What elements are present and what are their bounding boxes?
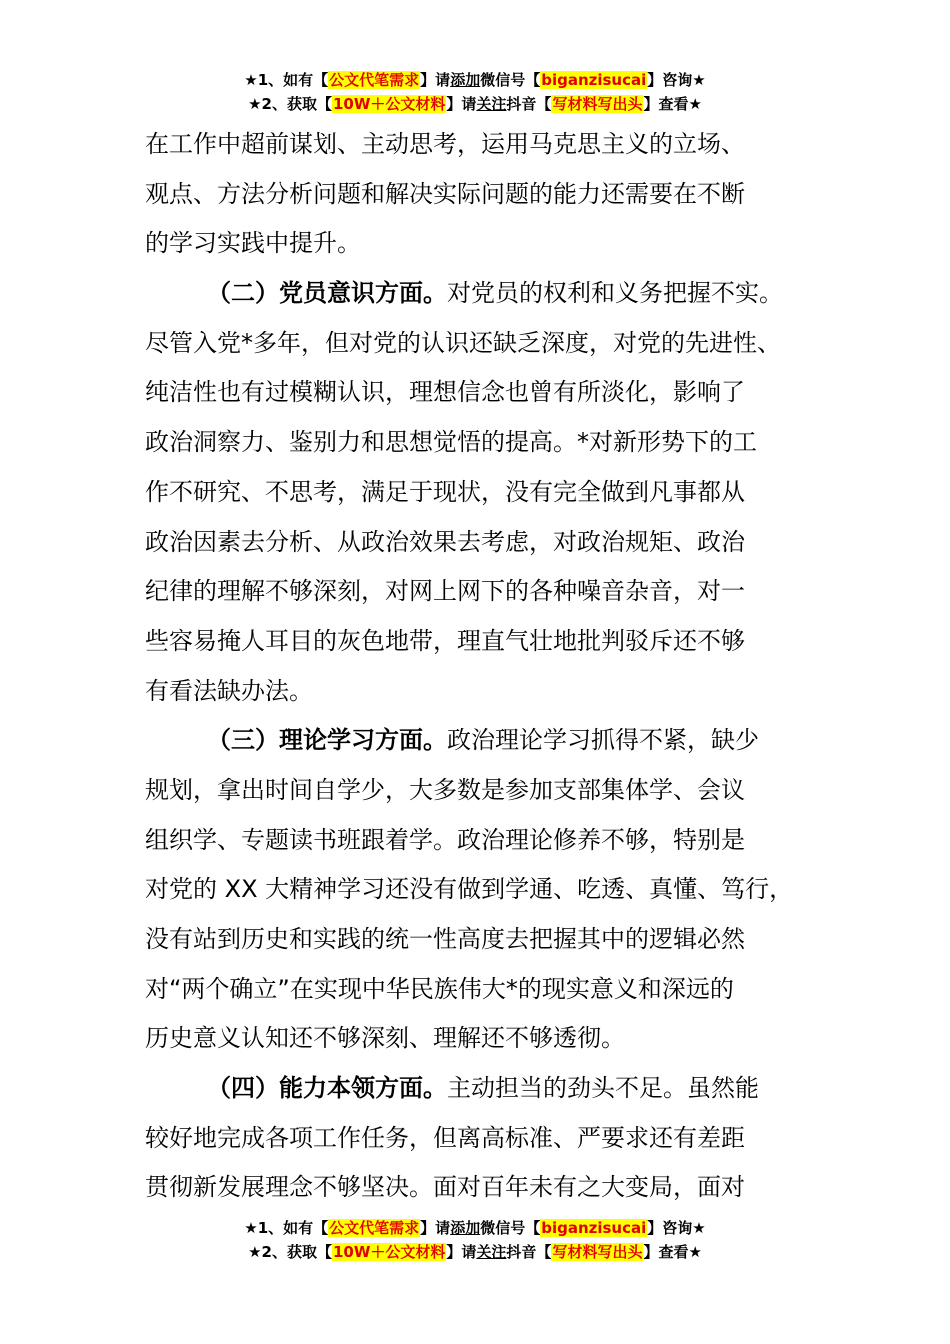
banner-text: ★1、如有【 bbox=[244, 71, 329, 89]
text-line: 在工作中超前谋划、主动思考，运用马克思主义的立场、 bbox=[145, 130, 745, 158]
text-line: 对“两个确立”在实现中华民族伟大*的现实意义和深远的 bbox=[145, 974, 734, 1003]
text-line: 规划，拿出时间自学少，大多数是参加支部集体学、会议 bbox=[145, 775, 745, 804]
text-line: 纯洁性也有过模糊认识，理想信念也曾有所淡化，影响了 bbox=[145, 378, 745, 407]
text-line: 观点、方法分析问题和解决实际问题的能力还需要在不断 bbox=[145, 179, 745, 208]
banner-underline: 关注 bbox=[476, 1243, 507, 1261]
text-line: 对党的 XX 大精神学习还没有做到学通、吃透、真懂、笃行， bbox=[145, 875, 794, 904]
banner-underline: 关注 bbox=[476, 95, 507, 113]
banner-text: 】咨询★ bbox=[647, 71, 706, 89]
banner-underline: 添加 bbox=[450, 1219, 481, 1237]
banner-highlight: 10W＋公文材料 bbox=[332, 1243, 446, 1261]
text-line: 作不研究、不思考，满足于现状，没有完全做到凡事都从 bbox=[145, 477, 745, 506]
banner-line-2 bbox=[0, 92, 950, 116]
text-span: 主动担当的劲头不足。虽然能 bbox=[447, 1074, 759, 1103]
banner-text: ★2、获取【 bbox=[248, 95, 332, 113]
banner-line-2 bbox=[0, 1240, 950, 1264]
text-line: 政治因素去分析、从政治效果去考虑，对政治规矩、政治 bbox=[145, 527, 745, 556]
text-line bbox=[145, 716, 835, 766]
banner-line-1 bbox=[0, 1216, 950, 1240]
text-line bbox=[145, 1064, 835, 1114]
text-line: 有看法缺办法。 bbox=[145, 676, 313, 705]
text-line: 纪律的理解不够深刻，对网上网下的各种噪音杂音，对一 bbox=[145, 577, 745, 606]
banner-text: 抖音【 bbox=[506, 95, 552, 113]
paragraph-1 bbox=[145, 120, 835, 269]
banner-highlight: biganzisucai bbox=[541, 1219, 647, 1237]
footer-banner bbox=[0, 1216, 950, 1264]
text-line: 政治洞察力、鉴别力和思想觉悟的提高。*对新形势下的工 bbox=[145, 428, 757, 457]
text-line: 没有站到历史和实践的统一性高度去把握其中的逻辑必然 bbox=[145, 925, 745, 953]
banner-text: 抖音【 bbox=[506, 1243, 552, 1261]
banner-text: 】查看★ bbox=[643, 1243, 702, 1261]
text-line: 些容易掩人耳目的灰色地带，理直气壮地批判驳斥还不够 bbox=[145, 626, 745, 655]
text-line: 历史意义认知还不够深刻、理解还不够透彻。 bbox=[145, 1024, 625, 1053]
banner-underline: 添加 bbox=[450, 71, 481, 89]
banner-text: ★2、获取【 bbox=[248, 1243, 332, 1261]
text-span: 政治理论学习抓得不紧，缺少 bbox=[447, 726, 759, 755]
banner-highlight: 写材料写出头 bbox=[552, 95, 643, 113]
text-line: 的学习实践中提升。 bbox=[145, 229, 361, 258]
banner-text: 】请 bbox=[420, 71, 451, 89]
banner-line-1 bbox=[0, 68, 950, 92]
section-heading: （二）党员意识方面。 bbox=[207, 279, 447, 308]
section-heading: （四）能力本领方面。 bbox=[207, 1074, 447, 1103]
text-span: 对党员的权利和义务把握不实。 bbox=[447, 279, 783, 308]
banner-text: 】查看★ bbox=[643, 95, 702, 113]
text-line: 尽管入党*多年，但对党的认识还缺乏深度，对党的先进性、 bbox=[145, 328, 781, 357]
paragraph-4 bbox=[145, 1064, 835, 1213]
banner-highlight: 写材料写出头 bbox=[552, 1243, 643, 1261]
text-line: 贯彻新发展理念不够坚决。面对百年未有之大变局，面对 bbox=[145, 1173, 745, 1202]
banner-text: 】请 bbox=[446, 95, 477, 113]
banner-text: ★1、如有【 bbox=[244, 1219, 329, 1237]
document-body bbox=[145, 120, 835, 1213]
banner-highlight: 10W＋公文材料 bbox=[332, 95, 446, 113]
banner-highlight: 公文代笔需求 bbox=[329, 1219, 420, 1237]
banner-highlight: 公文代笔需求 bbox=[329, 71, 420, 89]
banner-highlight: biganzisucai bbox=[541, 71, 647, 89]
banner-text: 】请 bbox=[420, 1219, 451, 1237]
text-line bbox=[145, 269, 835, 319]
banner-text: 】请 bbox=[446, 1243, 477, 1261]
paragraph-3 bbox=[145, 716, 835, 1064]
paragraph-2 bbox=[145, 269, 835, 716]
banner-text: 】咨询★ bbox=[647, 1219, 706, 1237]
section-heading: （三）理论学习方面。 bbox=[207, 726, 447, 755]
text-line: 组织学、专题读书班跟着学。政治理论修养不够，特别是 bbox=[145, 825, 745, 854]
text-line: 较好地完成各项工作任务，但离高标准、严要求还有差距 bbox=[145, 1123, 745, 1152]
banner-text: 微信号【 bbox=[480, 1219, 541, 1237]
header-banner bbox=[0, 68, 950, 116]
banner-text: 微信号【 bbox=[480, 71, 541, 89]
